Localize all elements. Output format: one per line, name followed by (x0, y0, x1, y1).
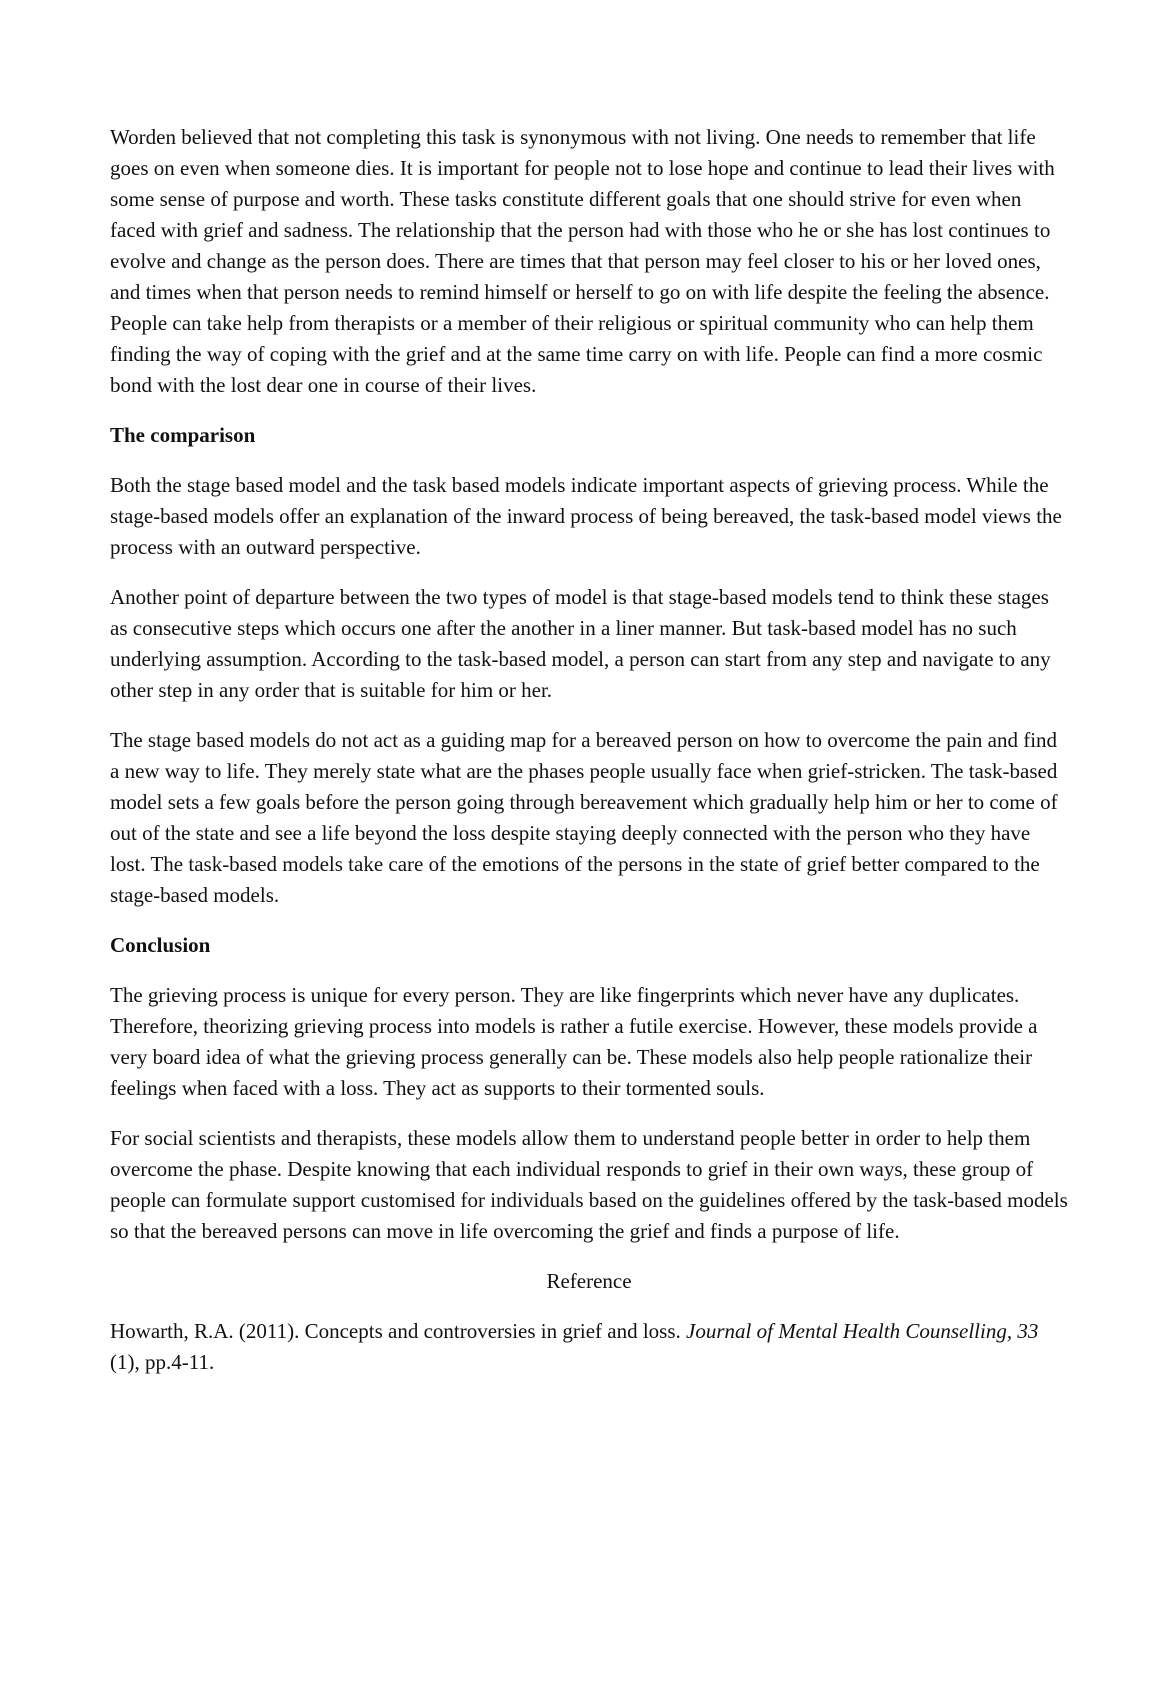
reference-journal: Journal of Mental Health Counselling, 33 (686, 1319, 1039, 1343)
comparison-paragraph: Another point of departure between the two types of model is that stage-based models tend to think these stages as consecutive steps which occurs one after the another in a liner manner. But task-based model has no such underlying assumption. According to the task-based model, a person can start from any step and navigate to any other step in any order that is suitable for him or her. (110, 585, 1051, 702)
reference-entry-suffix: (1), pp.4-11. (110, 1350, 215, 1374)
intro-paragraph: Worden believed that not completing this task is synonymous with not living. One needs to remember that life goes on even when someone dies. It is important for people not to lose hope and continue to lead their lives with some sense of purpose and worth. These tasks constitute different goals that one should strive for even when faced with grief and sadness. The relationship that the person had with those who he or she has lost continues to evolve and change as the person does. There are times that that person may feel closer to his or her loved ones, and times when that person needs to remind himself or herself to go on with life despite the feeling the absence. People can take help from therapists or a member of their religious or spiritual community who can help them finding the way of coping with the grief and at the same time carry on with life. People can find a more cosmic bond with the lost dear one in course of their lives. (110, 125, 1055, 397)
comparison-paragraph: Both the stage based model and the task based models indicate important aspects of grieving process. While the stage-based models offer an explanation of the inward process of being bereaved, the task-based model views the process with an outward perspective. (110, 473, 1062, 559)
reference-heading: Reference (546, 1269, 632, 1293)
conclusion-heading: Conclusion (110, 933, 211, 957)
conclusion-paragraph: The grieving process is unique for every person. They are like fingerprints which never have any duplicates. Therefore, theorizing grieving process into models is rather a futile exercise. However, these models provide a very board idea of what the grieving process generally can be. These models also help people rationalize their feelings when faced with a loss. They act as supports to their tormented souls. (110, 983, 1038, 1100)
comparison-heading: The comparison (110, 423, 256, 447)
conclusion-paragraph: For social scientists and therapists, these models allow them to understand people better in order to help them overcome the phase. Despite knowing that each individual responds to grief in their own ways, these group of people can formulate support customised for individuals based on the guidelines offered by the task-based models so that the bereaved persons can move in life overcoming the grief and finds a purpose of life. (110, 1126, 1068, 1243)
comparison-paragraph: The stage based models do not act as a guiding map for a bereaved person on how to overcome the pain and find a new way to life. They merely state what are the phases people usually face when grief-stricken. The task-based model sets a few goals before the person going through bereavement which gradually help him or her to come of out of the state and see a life beyond the loss despite staying deeply connected with the person who they have lost. The task-based models take care of the emotions of the persons in the state of grief better compared to the stage-based models. (110, 728, 1058, 907)
reference-entry (110, 1316, 1068, 1378)
document-page (110, 122, 1068, 1397)
reference-entry-prefix: Howarth, R.A. (2011). Concepts and controversies in grief and loss. (110, 1319, 687, 1343)
